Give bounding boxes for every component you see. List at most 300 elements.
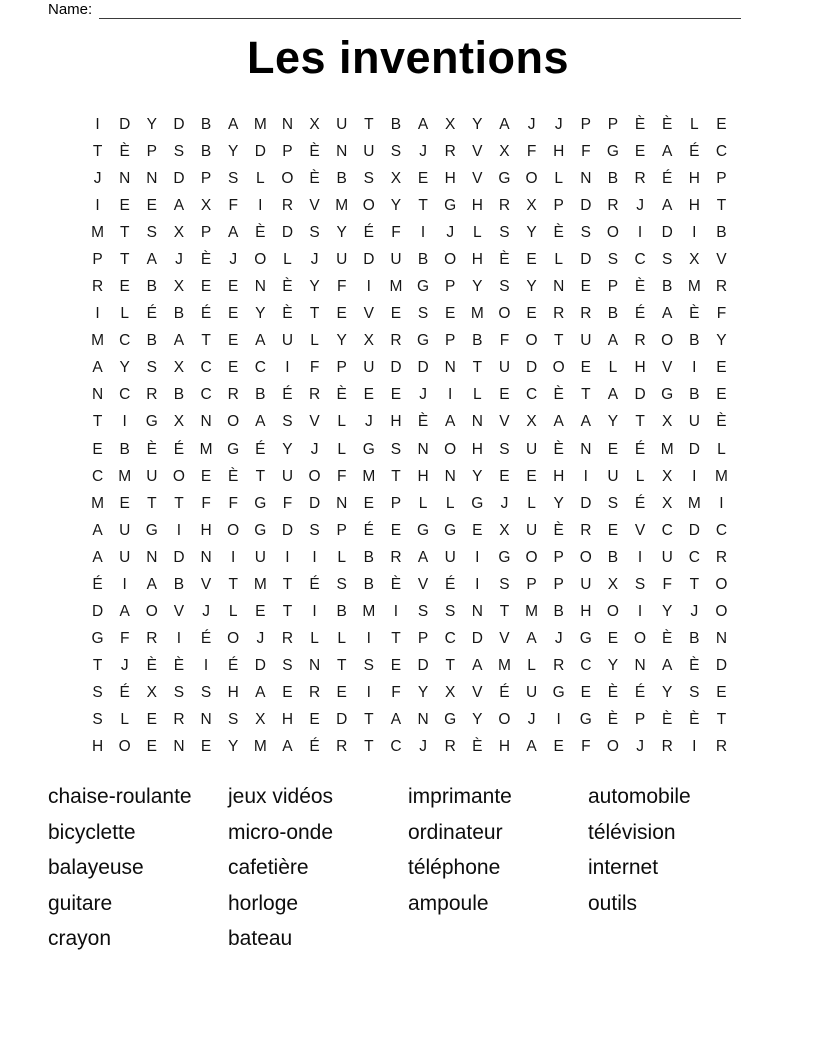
grid-cell: E xyxy=(607,521,619,539)
grid-cell: E xyxy=(472,521,483,539)
grid-cell: O xyxy=(525,332,538,350)
grid-cell: A xyxy=(282,738,293,756)
grid-cell: O xyxy=(498,711,511,729)
grid-cell: E xyxy=(200,738,212,756)
grid-cell: B xyxy=(417,250,429,268)
grid-cell: J xyxy=(636,196,644,214)
grid-cell: A xyxy=(255,332,266,350)
grid-cell: È xyxy=(607,684,619,702)
grid-cell: T xyxy=(391,630,401,648)
grid-cell: H xyxy=(200,521,212,539)
grid-cell: L xyxy=(120,711,129,729)
word-list-column xyxy=(588,779,768,957)
grid-cell: U xyxy=(607,467,619,485)
grid-cell: U xyxy=(498,359,511,377)
grid-cell: R xyxy=(444,738,456,756)
grid-cell: E xyxy=(146,738,157,756)
grid-cell: I xyxy=(95,196,100,214)
grid-cell: B xyxy=(146,278,157,296)
grid-cell: O xyxy=(281,169,294,187)
grid-cell: S xyxy=(200,684,212,702)
grid-cell: J xyxy=(527,711,536,729)
grid-cell: E xyxy=(255,603,266,621)
grid-cell: N xyxy=(634,657,646,675)
grid-cell: A xyxy=(662,196,673,214)
grid-cell: C xyxy=(254,359,266,377)
grid-cell: É xyxy=(445,575,456,593)
grid-cell: L xyxy=(337,630,346,648)
grid-cell: O xyxy=(308,467,321,485)
grid-cell: L xyxy=(690,115,699,133)
grid-cell: I xyxy=(366,630,371,648)
grid-cell: G xyxy=(254,494,267,512)
grid-cell: S xyxy=(607,250,619,268)
grid-cell: J xyxy=(500,494,509,512)
grid-cell: É xyxy=(255,440,266,458)
grid-cell: O xyxy=(444,440,457,458)
grid-cell: D xyxy=(363,250,375,268)
grid-cell: È xyxy=(689,711,700,729)
grid-cell: I xyxy=(637,548,643,566)
grid-cell: Y xyxy=(119,359,130,377)
word-item: ampoule xyxy=(408,891,489,915)
grid-cell: U xyxy=(119,548,131,566)
grid-cell: È xyxy=(390,575,402,593)
grid-cell: N xyxy=(308,657,321,675)
grid-cell: È xyxy=(634,115,646,133)
grid-cell: P xyxy=(390,494,402,512)
grid-cell: B xyxy=(363,575,374,593)
grid-cell: P xyxy=(445,332,456,350)
grid-cell: E xyxy=(390,521,402,539)
grid-cell: E xyxy=(716,359,727,377)
grid-cell: L xyxy=(337,548,346,566)
grid-cell: H xyxy=(580,603,592,621)
grid-cell: È xyxy=(255,223,266,241)
grid-cell: V xyxy=(309,413,320,431)
grid-cell: J xyxy=(120,657,129,675)
grid-cell: R xyxy=(634,332,646,350)
grid-cell: I xyxy=(231,548,236,566)
grid-cell: È xyxy=(309,169,320,187)
grid-cell: L xyxy=(256,169,265,187)
grid-cell: E xyxy=(580,278,591,296)
grid-cell: Y xyxy=(255,305,266,323)
grid-cell: E xyxy=(580,359,591,377)
grid-cell: J xyxy=(446,223,455,241)
grid-cell: O xyxy=(254,250,267,268)
grid-cell: U xyxy=(363,142,375,160)
grid-cell: I xyxy=(203,657,209,675)
grid-cell: T xyxy=(92,413,103,431)
grid-cell: C xyxy=(200,359,212,377)
grid-cell: B xyxy=(173,305,185,323)
grid-cell: E xyxy=(363,386,374,404)
grid-cell: D xyxy=(688,521,700,539)
grid-cell: D xyxy=(390,359,402,377)
grid-cell: I xyxy=(176,630,182,648)
grid-cell: B xyxy=(553,603,564,621)
grid-cell: H xyxy=(471,196,483,214)
grid-cell: È xyxy=(662,711,673,729)
grid-cell: X xyxy=(662,494,673,512)
grid-cell: E xyxy=(200,278,212,296)
grid-cell: T xyxy=(364,115,374,133)
grid-cell: N xyxy=(471,603,483,621)
grid-cell: J xyxy=(636,738,644,756)
grid-cell: I xyxy=(420,223,426,241)
grid-cell: M xyxy=(525,603,539,621)
grid-cell: A xyxy=(228,115,239,133)
grid-cell: I xyxy=(448,386,453,404)
grid-cell: I xyxy=(312,548,317,566)
grid-cell: È xyxy=(553,386,564,404)
grid-cell: È xyxy=(472,738,483,756)
grid-cell: S xyxy=(363,169,374,187)
grid-cell: J xyxy=(256,630,265,648)
grid-cell: B xyxy=(200,142,212,160)
grid-cell: X xyxy=(173,223,185,241)
grid-cell: È xyxy=(228,467,239,485)
grid-cell: T xyxy=(282,575,293,593)
grid-cell: R xyxy=(715,278,728,296)
grid-cell: M xyxy=(199,440,213,458)
grid-cell: É xyxy=(634,684,646,702)
grid-cell: C xyxy=(580,657,592,675)
grid-cell: N xyxy=(444,467,456,485)
grid-cell: E xyxy=(336,305,347,323)
grid-cell: E xyxy=(146,196,157,214)
grid-cell: O xyxy=(525,548,538,566)
grid-cell: C xyxy=(200,386,212,404)
grid-cell: T xyxy=(309,305,320,323)
grid-cell: E xyxy=(228,305,239,323)
grid-cell: I xyxy=(692,738,697,756)
grid-cell: È xyxy=(119,142,130,160)
grid-cell: L xyxy=(717,440,726,458)
grid-cell: E xyxy=(634,142,646,160)
grid-cell: Y xyxy=(472,711,483,729)
grid-cell: E xyxy=(607,440,619,458)
grid-cell: I xyxy=(366,684,371,702)
word-item: balayeuse xyxy=(48,856,144,880)
grid-cell: Y xyxy=(472,467,483,485)
grid-cell: M xyxy=(470,305,484,323)
grid-cell: R xyxy=(553,305,565,323)
grid-cell: E xyxy=(716,115,727,133)
grid-cell: B xyxy=(363,548,374,566)
grid-cell: X xyxy=(526,413,537,431)
grid-cell: F xyxy=(391,684,401,702)
grid-cell: X xyxy=(689,250,700,268)
grid-cell: S xyxy=(390,142,402,160)
grid-cell: O xyxy=(444,250,457,268)
grid-cell: P xyxy=(580,115,591,133)
grid-cell: M xyxy=(253,575,267,593)
grid-cell: T xyxy=(147,494,157,512)
grid-cell: D xyxy=(525,359,538,377)
grid-cell: A xyxy=(607,386,619,404)
grid-cell: J xyxy=(419,142,427,160)
grid-cell: U xyxy=(525,684,538,702)
word-item: téléphone xyxy=(408,856,501,880)
grid-cell: N xyxy=(200,413,212,431)
grid-cell: X xyxy=(445,684,456,702)
grid-cell: J xyxy=(690,603,699,621)
grid-cell: F xyxy=(228,494,238,512)
grid-cell: S xyxy=(92,711,103,729)
grid-cell: O xyxy=(634,630,647,648)
grid-cell: A xyxy=(553,413,564,431)
grid-cell: S xyxy=(417,305,429,323)
grid-cell: L xyxy=(418,494,428,512)
grid-cell: N xyxy=(146,548,158,566)
grid-cell: D xyxy=(634,386,646,404)
grid-cell: H xyxy=(471,250,483,268)
grid-cell: A xyxy=(662,305,673,323)
grid-cell: T xyxy=(119,223,130,241)
grid-cell: T xyxy=(119,250,130,268)
grid-cell: M xyxy=(91,332,105,350)
grid-cell: V xyxy=(472,684,483,702)
grid-cell: U xyxy=(580,575,592,593)
grid-cell: R xyxy=(336,738,348,756)
grid-cell: R xyxy=(580,521,592,539)
puzzle-title: Les inventions xyxy=(246,32,570,83)
grid-cell: R xyxy=(308,386,321,404)
grid-cell: P xyxy=(200,223,212,241)
grid-cell: E xyxy=(119,196,130,214)
grid-cell: X xyxy=(662,467,673,485)
grid-cell: P xyxy=(92,250,103,268)
grid-cell: U xyxy=(146,467,158,485)
grid-cell: E xyxy=(309,711,320,729)
grid-cell: M xyxy=(91,223,105,241)
grid-cell: M xyxy=(362,603,376,621)
grid-cell: R xyxy=(607,196,619,214)
grid-cell: É xyxy=(689,142,700,160)
grid-cell: C xyxy=(91,467,104,485)
grid-cell: G xyxy=(444,521,457,539)
grid-cell: Y xyxy=(228,738,239,756)
grid-cell: B xyxy=(662,278,673,296)
grid-cell: X xyxy=(173,413,185,431)
grid-cell: A xyxy=(472,657,483,675)
grid-cell: È xyxy=(634,278,646,296)
grid-cell: È xyxy=(146,440,157,458)
grid-cell: H xyxy=(498,738,511,756)
grid-cell: N xyxy=(91,386,104,404)
grid-cell: M xyxy=(497,657,511,675)
grid-cell: U xyxy=(525,521,538,539)
grid-cell: L xyxy=(310,630,319,648)
grid-cell: B xyxy=(173,575,185,593)
grid-cell: Y xyxy=(309,278,320,296)
grid-cell: P xyxy=(336,521,347,539)
grid-cell: E xyxy=(146,711,157,729)
grid-cell: N xyxy=(444,359,456,377)
grid-cell: É xyxy=(363,521,374,539)
grid-cell: X xyxy=(445,115,456,133)
grid-cell: Y xyxy=(336,332,347,350)
grid-cell: F xyxy=(336,278,347,296)
grid-cell: H xyxy=(553,467,565,485)
grid-cell: F xyxy=(282,494,293,512)
grid-cell: S xyxy=(390,440,402,458)
grid-cell: U xyxy=(254,548,266,566)
word-item: outils xyxy=(588,891,638,915)
grid-cell: I xyxy=(95,305,100,323)
grid-cell: X xyxy=(309,115,320,133)
grid-cell: A xyxy=(255,413,266,431)
grid-cell: T xyxy=(282,603,293,621)
grid-cell: J xyxy=(527,115,536,133)
grid-cell: E xyxy=(553,738,564,756)
grid-cell: B xyxy=(336,603,347,621)
grid-cell: D xyxy=(254,657,266,675)
grid-cell: V xyxy=(716,250,727,268)
grid-cell: R xyxy=(715,738,728,756)
grid-cell: G xyxy=(444,196,457,214)
grid-cell: T xyxy=(364,738,374,756)
grid-cell: É xyxy=(662,169,673,187)
grid-cell: E xyxy=(92,440,103,458)
grid-cell: V xyxy=(499,413,510,431)
grid-cell: È xyxy=(553,223,564,241)
grid-cell: S xyxy=(228,169,239,187)
grid-cell: N xyxy=(417,440,429,458)
grid-cell: F xyxy=(499,332,510,350)
grid-cell: L xyxy=(554,169,563,187)
grid-cell: N xyxy=(281,115,294,133)
grid-cell: E xyxy=(607,630,619,648)
grid-cell: I xyxy=(637,223,643,241)
grid-cell: O xyxy=(227,630,240,648)
grid-cell: S xyxy=(445,603,456,621)
grid-cell: T xyxy=(92,142,103,160)
grid-cell: Y xyxy=(336,223,347,241)
grid-cell: R xyxy=(281,196,294,214)
grid-cell: E xyxy=(336,684,347,702)
grid-cell: J xyxy=(202,603,210,621)
grid-cell: R xyxy=(553,657,565,675)
grid-cell: D xyxy=(417,359,429,377)
grid-cell: I xyxy=(285,359,290,377)
grid-cell: L xyxy=(473,386,482,404)
grid-cell: Y xyxy=(607,413,619,431)
grid-cell: E xyxy=(526,250,537,268)
grid-cell: I xyxy=(95,115,100,133)
grid-cell: B xyxy=(689,332,700,350)
grid-cell: D xyxy=(580,196,592,214)
name-label: Name: xyxy=(48,1,93,18)
grid-cell: N xyxy=(254,278,266,296)
grid-cell: C xyxy=(119,332,131,350)
grid-cell: R xyxy=(715,548,728,566)
grid-cell: Y xyxy=(228,142,239,160)
grid-cell: E xyxy=(526,305,537,323)
grid-cell: I xyxy=(475,548,480,566)
word-item: horloge xyxy=(228,891,299,915)
grid-cell: G xyxy=(552,684,565,702)
word-item: guitare xyxy=(48,891,113,915)
grid-cell: R xyxy=(390,332,402,350)
grid-cell: A xyxy=(662,142,673,160)
word-item: micro-onde xyxy=(228,820,334,844)
grid-cell: N xyxy=(471,413,483,431)
grid-cell: G xyxy=(417,332,430,350)
grid-cell: X xyxy=(363,332,374,350)
grid-cell: J xyxy=(364,413,373,431)
grid-cell: J xyxy=(93,169,102,187)
grid-cell: T xyxy=(336,657,347,675)
grid-cell: S xyxy=(499,278,510,296)
grid-cell: T xyxy=(174,494,184,512)
grid-cell: B xyxy=(255,386,266,404)
grid-cell: A xyxy=(119,603,130,621)
grid-cell: P xyxy=(282,142,293,160)
grid-cell: N xyxy=(336,494,348,512)
grid-cell: Y xyxy=(282,440,293,458)
grid-cell: G xyxy=(579,630,592,648)
grid-cell: S xyxy=(282,657,293,675)
grid-cell: Y xyxy=(607,657,619,675)
grid-cell: O xyxy=(118,738,131,756)
grid-cell: E xyxy=(282,684,293,702)
word-item: jeux vidéos xyxy=(228,785,334,808)
grid-cell: B xyxy=(390,115,402,133)
grid-cell: P xyxy=(336,359,347,377)
word-item: bicyclette xyxy=(48,820,136,844)
grid-cell: E xyxy=(716,386,727,404)
grid-cell: X xyxy=(499,521,510,539)
grid-cell: P xyxy=(553,575,564,593)
grid-cell: G xyxy=(417,278,430,296)
grid-cell: É xyxy=(309,575,320,593)
grid-cell: O xyxy=(661,332,674,350)
grid-cell: E xyxy=(119,494,130,512)
grid-cell: O xyxy=(227,521,240,539)
grid-cell: È xyxy=(662,115,673,133)
grid-cell: N xyxy=(119,169,131,187)
grid-cell: B xyxy=(607,548,619,566)
grid-cell: F xyxy=(581,142,591,160)
grid-cell: P xyxy=(445,278,456,296)
grid-cell: P xyxy=(716,169,727,187)
word-item: crayon xyxy=(48,927,112,951)
grid-cell: J xyxy=(419,386,427,404)
grid-cell: P xyxy=(553,548,564,566)
grid-cell: R xyxy=(580,305,592,323)
grid-cell: M xyxy=(253,115,267,133)
name-row xyxy=(48,0,741,19)
grid-cell: G xyxy=(254,521,267,539)
grid-cell: X xyxy=(255,711,266,729)
grid-cell: X xyxy=(390,169,402,187)
grid-cell: S xyxy=(92,684,103,702)
grid-cell: É xyxy=(173,440,185,458)
grid-cell: I xyxy=(692,467,697,485)
grid-cell: È xyxy=(417,413,429,431)
grid-cell: X xyxy=(526,196,537,214)
grid-cell: O xyxy=(172,467,185,485)
grid-cell: C xyxy=(688,548,700,566)
grid-cell: X xyxy=(607,575,619,593)
grid-cell: V xyxy=(363,305,374,323)
grid-cell: A xyxy=(146,575,157,593)
grid-cell: G xyxy=(145,521,158,539)
grid-cell: S xyxy=(580,223,591,241)
